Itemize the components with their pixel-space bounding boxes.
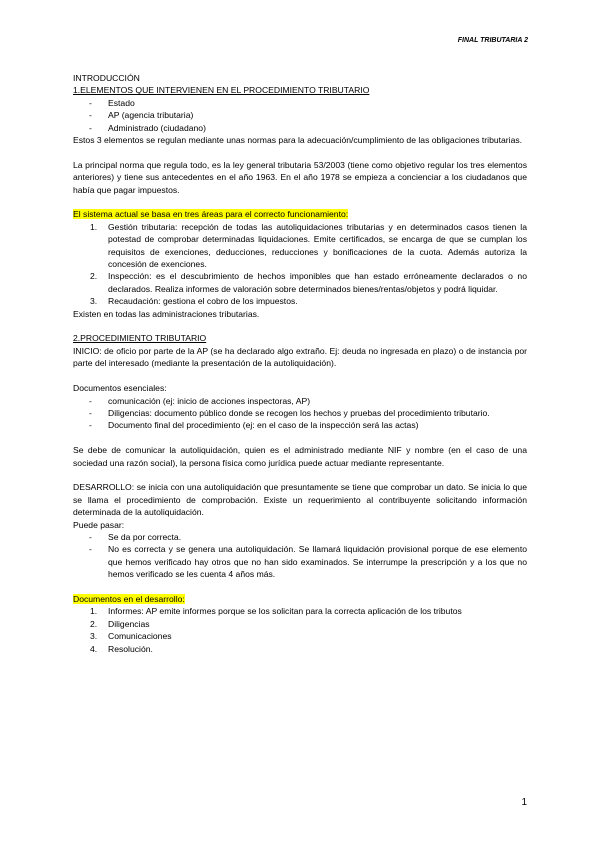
list-item: - Diligencias: documento público donde se recogen los hechos y pruebas del procedimiento tributario. bbox=[73, 407, 527, 419]
paragraph: Se debe de comunicar la autoliquidación, quien es el administrado mediante NIF y nombre (en el caso de una sociedad una razón social), la persona física como jurídica puede actuar mediante representante. bbox=[73, 445, 527, 468]
paragraph: Existen en todas las administraciones tributarias. bbox=[73, 308, 260, 319]
page-header: FINAL TRIBUTARIA 2 bbox=[457, 37, 528, 44]
list-item: 2. Diligencias bbox=[90, 618, 150, 629]
list-item: - Se da por correcta. bbox=[73, 531, 527, 543]
paragraph: Puede pasar: bbox=[73, 519, 125, 530]
list-item: 1. Gestión tributaria: recepción de todas las autoliquidaciones tributarias y en determinados casos tienen la potestad de comprobar determinadas liquidaciones. Emite certificados, se encarga de que se cumplan los requisitos de exenciones, deducciones, reducciones y bonificaciones de la cuota. Además autoriza la concesión de exenciones. bbox=[90, 221, 527, 270]
list-item: 3. Comunicaciones bbox=[90, 631, 172, 642]
paragraph: INICIO: de oficio por parte de la AP (se ha declarado algo extraño. Ej: deuda no ingresada en plazo) o de instancia por parte del interesado (mediante la presentación de la autoliquidación). bbox=[73, 345, 527, 369]
paragraph: DESARROLLO: se inicia con una autoliquidación que presuntamente se tiene que comprobar un dato. Se inicia lo que se llama el procedimiento de comprobación. Existe un requerimiento al contribuyente solicitando información determinada de la autoliquidación. bbox=[73, 482, 527, 518]
page-number: 1 bbox=[521, 797, 527, 808]
cases-list bbox=[73, 531, 527, 581]
docs-list bbox=[73, 395, 527, 432]
list-item: - Administrado (ciudadano) bbox=[73, 122, 527, 134]
list-item: - comunicación (ej: inicio de acciones inspectoras, AP) bbox=[73, 395, 527, 407]
list-item: 4. Resolución. bbox=[90, 643, 153, 654]
document-body bbox=[73, 72, 527, 655]
section-1-heading: 1.ELEMENTOS QUE INTERVIENEN EN EL PROCEDIMIENTO TRIBUTARIO bbox=[73, 85, 370, 96]
list-item: 3. Recaudación: gestiona el cobro de los impuestos. bbox=[90, 296, 298, 307]
list-item: - Documento final del procedimiento (ej: en el caso de la inspección será las actas) bbox=[73, 419, 527, 431]
dev-docs-list bbox=[73, 605, 527, 655]
section-2-heading: 2.PROCEDIMIENTO TRIBUTARIO bbox=[73, 333, 207, 344]
list-item: - No es correcta y se genera una autoliquidación. Se llamará liquidación provisional porque de ese elemento que hemos verificado hay otros que no han sido examinados. Se interrumpe la prescripción y a los que no hemos verificado se les cuenta 4 años más. bbox=[73, 543, 527, 580]
list-item: - Estado bbox=[73, 97, 527, 109]
list-item: 1. Informes: AP emite informes porque se los solicitan para la correcta aplicación de los tributos bbox=[90, 606, 462, 617]
areas-list bbox=[73, 221, 527, 308]
paragraph: La principal norma que regula todo, es la ley general tributaria 53/2003 (tiene como objetivo regular los tres elementos anteriores) y tiene sus antecedentes en el año 1963. En el año 1978 se empieza a concienciar a los ciudadanos que había que pagar impuestos. bbox=[73, 159, 527, 195]
intro-heading: INTRODUCCIÓN bbox=[73, 73, 140, 83]
docs-label: Documentos esenciales: bbox=[73, 383, 167, 394]
list-item: - AP (agencia tributaria) bbox=[73, 109, 527, 121]
elements-list bbox=[73, 97, 527, 134]
paragraph: Estos 3 elementos se regulan mediante unas normas para la adecuación/cumplimiento de las obligaciones tributarias. bbox=[73, 135, 523, 146]
list-item: 2. Inspección: es el descubrimiento de hechos imponibles que han estado erróneamente declarados o no declarados. Realiza informes de valoración sobre determinados bienes/rentas/objetos y podrá liquidar. bbox=[90, 271, 527, 294]
highlighted-heading: Documentos en el desarrollo: bbox=[73, 593, 185, 604]
highlighted-heading: El sistema actual se basa en tres áreas para el correcto funcionamiento: bbox=[73, 209, 349, 220]
